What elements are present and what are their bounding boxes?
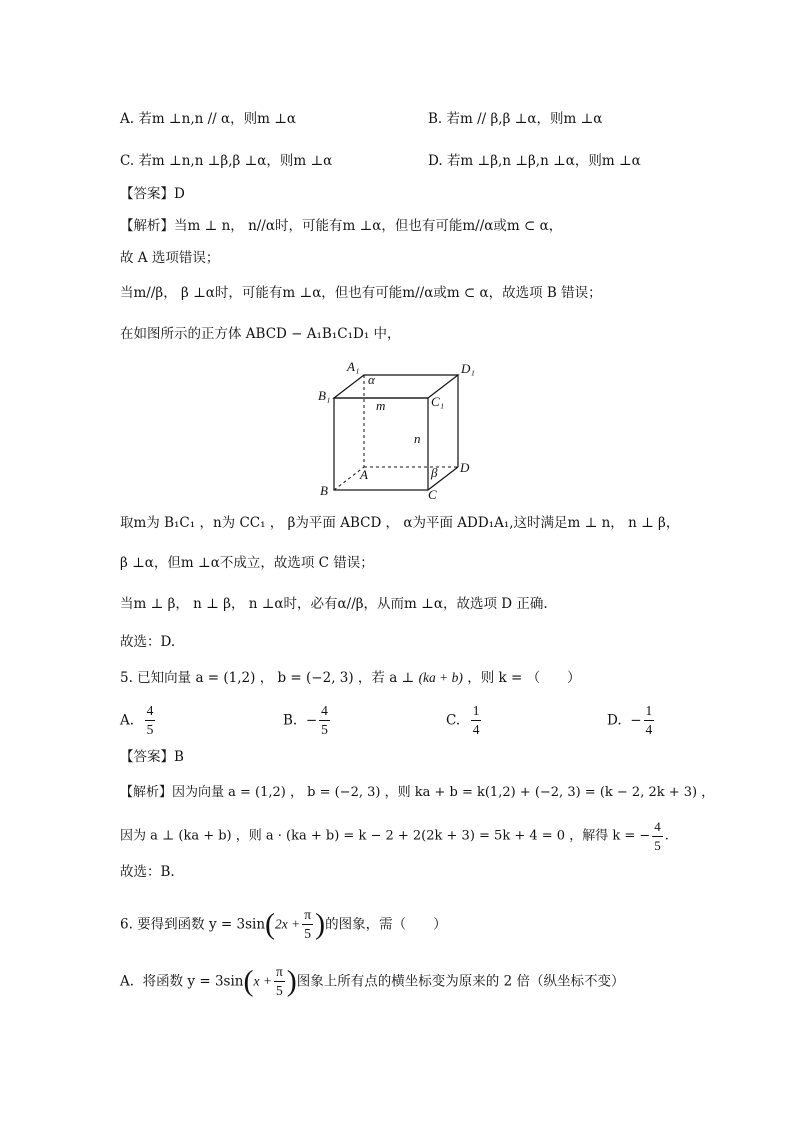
q4-option-a-text: 若m ⊥n,n // α，则m ⊥α: [138, 111, 297, 127]
q4-answer: 【答案】D: [120, 186, 185, 202]
label-n: n: [414, 431, 421, 446]
q4-option-d-text: 若m ⊥β,n ⊥β,n ⊥α，则m ⊥α: [446, 153, 641, 169]
q4-option-a: A. 若m ⊥n,n // α，则m ⊥α: [120, 111, 297, 127]
label-c: C: [428, 487, 437, 502]
label-beta: β: [431, 465, 438, 480]
q4-analysis-line-2: 故 A 选项错误；: [120, 250, 220, 266]
label-d1: D₁: [461, 361, 475, 376]
q4-option-b-text: 若m // β,β ⊥α，则m ⊥α: [446, 111, 603, 127]
q5-analysis-line-1: 【解析】因为向量 a = (1,2) ， b = (−2, 3) ，则 ka + b = k(1,2) + (−2, 3) = (k − 2, 2k + 3) ，: [120, 785, 715, 800]
q5-option-a: A. $\frac{4}{5}$: [120, 703, 154, 737]
q6-option-a: A. 将函数 y = 3sin(x + $\frac{\pi}{5}$ )图象上所有点的横坐标变为原来的 2 倍（纵坐标不变）: [120, 964, 625, 998]
label-alpha: α: [368, 372, 375, 387]
q4-analysis-line-5: 取m为 B₁C₁ ，n为 CC₁ ， β为平面 ABCD ， α为平面 ADD₁A₁,这时满足m ⊥ n， n ⊥ β，: [120, 515, 680, 531]
cube-figure: [300, 355, 500, 505]
q5-analysis-line-2: 因为 a ⊥ (ka + b) ，则 a · (ka + b) = k − 2 + 2(2k + 3) = 5k + 4 = 0 ，解得 k = − $\frac{4}{5}$ .: [120, 819, 669, 853]
q6-stem: 6. 要得到函数 y = 3sin(2x + $\frac{\pi}{5}$ )的图象，需（ ）: [120, 907, 447, 941]
label-c1: C₁: [431, 394, 445, 409]
q4-option-c-text: 若m ⊥n,n ⊥β,β ⊥α，则m ⊥α: [138, 153, 333, 169]
q5-stem: 5. 已知向量 a = (1,2) ， b = (−2, 3) ，若 a ⊥ (ka + b) ，则 k = （ ）: [120, 670, 581, 686]
label-m: m: [376, 398, 386, 413]
q4-analysis-line-6: β ⊥α，但m ⊥α不成立，故选项 C 错误；: [120, 555, 374, 571]
q4-analysis-line-1: 【解析】当m ⊥ n， n//α时，可能有m ⊥α，但也有可能m//α或m ⊂ α，: [120, 218, 563, 234]
q5-option-d: D. − $\frac{1}{4}$: [607, 703, 653, 737]
q4-option-c: C. 若m ⊥n,n ⊥β,β ⊥α，则m ⊥α: [120, 153, 333, 169]
q4-analysis-line-4: 在如图所示的正方体 ABCD − A₁B₁C₁D₁ 中，: [120, 326, 401, 342]
q4-option-b: B. 若m // β,β ⊥α，则m ⊥α: [428, 111, 603, 127]
q4-analysis-line-3: 当m//β， β ⊥α时，可能有m ⊥α，但也有可能m//α或m ⊂ α，故选项 B 错误；: [120, 285, 602, 301]
q5-answer: 【答案】B: [120, 749, 184, 765]
q5-option-c: C. $\frac{1}{4}$: [446, 703, 480, 737]
q5-conclusion: 故选：B.: [120, 864, 175, 880]
label-b1: B₁: [318, 388, 331, 403]
q4-conclusion: 故选：D.: [120, 634, 176, 650]
label-b: B: [320, 483, 328, 498]
label-a1: A₁: [347, 359, 360, 374]
label-a: A: [360, 467, 368, 482]
label-d: D: [460, 460, 470, 475]
q4-option-d: D. 若m ⊥β,n ⊥β,n ⊥α，则m ⊥α: [428, 153, 641, 169]
q5-option-b: B. − $\frac{4}{5}$: [283, 703, 328, 737]
q4-analysis-line-7: 当m ⊥ β， n ⊥ β， n ⊥α时，必有α//β，从而m ⊥α，故选项 D 正确.: [120, 596, 548, 612]
